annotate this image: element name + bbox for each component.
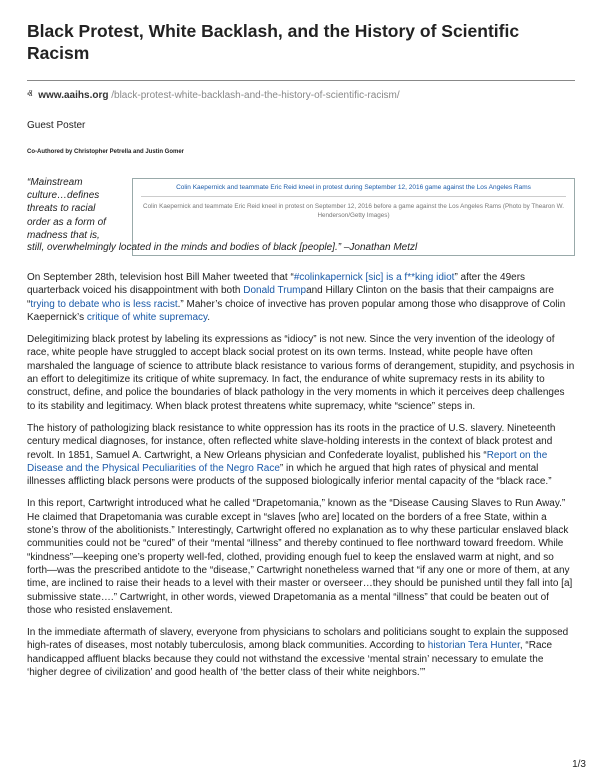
paragraph-3	[27, 422, 575, 488]
epigraph-line: madness that is,	[27, 229, 100, 241]
figure-credit: Colin Kaepernick and teammate Eric Reid kneel in protest on September 12, 2016 before a game against the Los Angeles Rams (Photo by Thearon W. Henderson/Getty Images)	[143, 203, 564, 219]
paragraph-2: Delegitimizing black protest by labeling its expressions as “idiocy” is not new. Since the very invention of the ideology of race, white people have struggled to accept black social protest on its own terms. Instead, white people have often marshaled the language of science to attribute black resistance to various forms of derangement, stupidity, and psychosis in an effort to delegitimize its critique of white supremacy. In fact, the endurance of white supremacy rests in its ability to construct, define, and police the boundaries of black pathology in the very moments in which it perceives deep challenges to its stability and legitimacy. When black protest threatens white supremacy, white “science” steps in.	[27, 334, 575, 412]
p5-text: In the immediate aftermath of slavery, everyone from physicians to scholars and politicians sought to explain the supposed high-rates of diseases, most notably tuberculosis, among black communities. According to	[27, 627, 569, 652]
epigraph-line: threats to racial	[27, 203, 96, 215]
paragraph-4: In this report, Cartwright introduced what he called “Drapetomania,” known as the “Disease Causing Slaves to Run Away.” He claimed that Drapetomania was curable except in “slaves [who are] located on the borders of a free State, within a stone’s throw of the abolitionists.” Interestingly, Cartwright offered no explanation as to why these particular enslaved black communities could not be “cured” of their “mental “illness” and thereby continued to flee northward toward freedom. While “kindness”—keeping one’s property well-fed, clothed, providing enough fuel to keep the enslaved warm at night, and so forth—was the prescribed antidote to the “disease,” Cartwright nonetheless warned that “if any one or more of them, at any time, are inclined to raise their heads to a level with their master or overseer…they should be punished until they fall into [a] submissive state….” Cartwright, in other words, viewed Drapetomania as a mental “illness” that could be beaten out of those who resisted enslavement.	[27, 498, 573, 616]
aaihs-logo-icon: ⱏ	[27, 89, 33, 101]
epigraph-line: culture…defines	[27, 190, 100, 202]
cartwright-report-link[interactable]: Report on the Disease and the Physical Peculiarities of the Negro Race	[27, 449, 548, 474]
tera-hunter-link[interactable]: historian Tera Hunter	[427, 640, 520, 652]
p3-text: The history of pathologizing black resistance to white oppression has its roots in the practice of U.S. slavery. Nineteenth century medical diagnoses, for instance, often reflected white slave-holding interests in the context of black protest and revolt. In 1851, Samuel A. Cartwright, a New Orleans physician and Confederate loyalist, published his “	[27, 422, 556, 461]
source-path: /black-protest-white-backlash-and-the-history-of-scientific-racism/	[111, 90, 400, 101]
article-title: Black Protest, White Backlash, and the History of Scientific Racism	[27, 21, 520, 63]
page-indicator: 1/3	[572, 759, 586, 770]
p1-text: On September 28th, television host Bill Maher tweeted that “	[27, 272, 294, 283]
p1-text: .” Maher’s choice of invective has proven popular among those who disapprove of Colin Kaepernick’s	[27, 298, 566, 323]
p1-text: ” after the 49ers quarterback voiced his disappointment with both	[27, 272, 526, 297]
p1-text: and Hillary Clinton on the basis that their campaigns are “	[27, 285, 554, 310]
coauthor-line: Co-Authored by Christopher Petrella and Justin Gomer	[27, 149, 185, 155]
figure-caption-link[interactable]: Colin Kaepernick and teammate Eric Reid kneel in protest during September 12, 2016 game against the Los Angeles Rams	[176, 184, 531, 191]
paragraph-1	[27, 271, 575, 324]
paragraph-5	[27, 626, 575, 679]
colinkapernick-tweet-link[interactable]: #colinkapernick [sic] is a f**king idiot	[293, 272, 455, 283]
epigraph-quote	[27, 176, 127, 242]
p3-text: ” in which he argued that high rates of physical and mental illnesses afflicting black persons were products of the supposed biologically inferior mental capacity of the “black race.”	[27, 462, 552, 488]
debate-racist-link[interactable]: trying to debate who is less racist	[30, 298, 178, 310]
source-line	[27, 89, 400, 102]
critique-white-supremacy-link[interactable]: critique of white supremacy	[86, 311, 208, 323]
p5-text: , “Race handicapped affluent blacks because they could not withstand the excessive ‘mental strain’ necessary to emulate the ‘higher degree of civilization’ and good health of ‘the better class of their white neighbors.’”	[27, 640, 553, 679]
epigraph-tail: still, overwhelmingly located in the minds and bodies of black [people].” –Jonathan Metzl	[27, 242, 418, 253]
epigraph-line: “Mainstream	[27, 177, 83, 188]
figure-divider	[141, 196, 566, 197]
title-divider	[27, 80, 575, 81]
epigraph-line: order as a form of	[27, 216, 106, 228]
source-domain-link[interactable]: www.aaihs.org	[38, 90, 109, 101]
article-body	[27, 271, 575, 688]
p1-text: .	[207, 311, 211, 323]
author-name: Guest Poster	[27, 120, 86, 131]
donald-trump-link[interactable]: Donald Trump	[243, 285, 307, 297]
